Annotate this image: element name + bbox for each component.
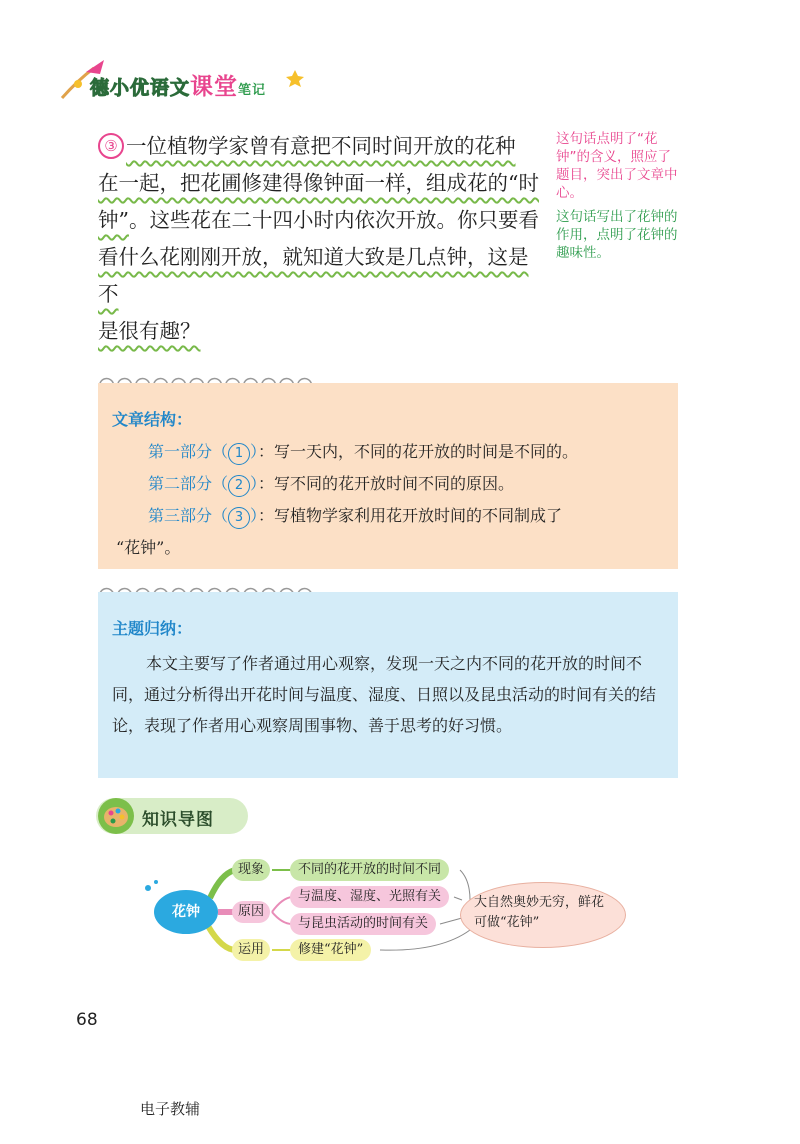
logo-part3: 笔记 — [238, 83, 267, 98]
part-text: ：写一天内，不同的花开放的时间是不同的。 — [258, 442, 579, 461]
part-number: 2 — [228, 475, 250, 497]
structure-title: 文章结构： — [112, 410, 193, 429]
leaf-phenomenon: 不同的花开放的时间不同 — [290, 859, 449, 881]
structure-part-1: 第一部分（ 1 ）：写一天内，不同的花开放的时间是不同的。 — [148, 439, 578, 465]
margin-note-2: 这句话写出了花钟的作用，点明了花钟的趣味性。 — [556, 209, 678, 261]
leaf-use: 修建“花钟” — [290, 939, 371, 961]
part-name: 第一部分 — [148, 442, 213, 461]
logo-part2: 课堂 — [190, 74, 239, 100]
structure-box — [98, 383, 678, 569]
passage-line-2: 在一起，把花圃修建得像钟面一样，组成花的“时 — [98, 171, 539, 195]
footer-label: 电子教辅 — [140, 1100, 201, 1118]
knowledge-map-title: 知识导图 — [142, 810, 214, 830]
category-use: 运用 — [232, 939, 270, 961]
leaf-reason-2: 与昆虫活动的时间有关 — [290, 913, 436, 935]
part-name: 第二部分 — [148, 474, 213, 493]
category-phenomenon: 现象 — [232, 859, 270, 881]
logo-title — [90, 68, 266, 101]
structure-part-3: 第三部分（ 3 ）：写植物学家利用花开放时间的不同制成了 — [148, 503, 562, 529]
mind-map-summary-text: 大自然奥妙无穷，鲜花可做“花钟” — [474, 895, 605, 930]
structure-continuation: “花钟”。 — [116, 538, 181, 557]
passage-line-5: 是很有趣？ — [98, 319, 201, 343]
margin-note-1: 这句话点明了“花钟”的含义，照应了题目，突出了文章中心。 — [556, 131, 678, 201]
palette-icon — [96, 796, 136, 836]
part-number: 1 — [228, 443, 250, 465]
passage-line-3b: 。这些花在二十四小时内依次开放。你只要看 — [128, 208, 539, 232]
mind-map-center-node: 花钟 — [154, 890, 218, 934]
passage-line-3a: 钟” — [98, 208, 129, 232]
theme-box — [98, 592, 678, 778]
passage-paragraph — [98, 128, 548, 350]
part-name: 第三部分 — [148, 506, 213, 525]
part-text: ：写植物学家利用花开放时间的不同制成了 — [258, 506, 563, 525]
passage-line-1: 一位植物学家曾有意把不同时间开放的花种 — [126, 134, 516, 158]
theme-title: 主题归纳： — [112, 619, 193, 638]
theme-text: 本文主要写了作者通过用心观察，发现一天之内不同的花开放的时间不同，通过分析得出开花时间与温度、湿度、日照以及昆虫活动的时间有关的结论，表现了作者用心观察周围事物、善于思考的好习惯。 — [112, 654, 657, 735]
paragraph-number: ③ — [98, 133, 124, 159]
structure-part-2: 第二部分（ 2 ）：写不同的花开放时间不同的原因。 — [148, 471, 514, 497]
passage-line-4: 看什么花刚刚开放，就知道大致是几点钟，这是不 — [98, 245, 529, 306]
logo-part1: 德小优语文 — [90, 77, 191, 99]
category-reason: 原因 — [232, 901, 270, 923]
leaf-reason-1: 与温度、湿度、光照有关 — [290, 886, 449, 908]
part-number: 3 — [228, 507, 250, 529]
page-number: 68 — [76, 1010, 98, 1030]
part-text: ：写不同的花开放时间不同的原因。 — [258, 474, 515, 493]
